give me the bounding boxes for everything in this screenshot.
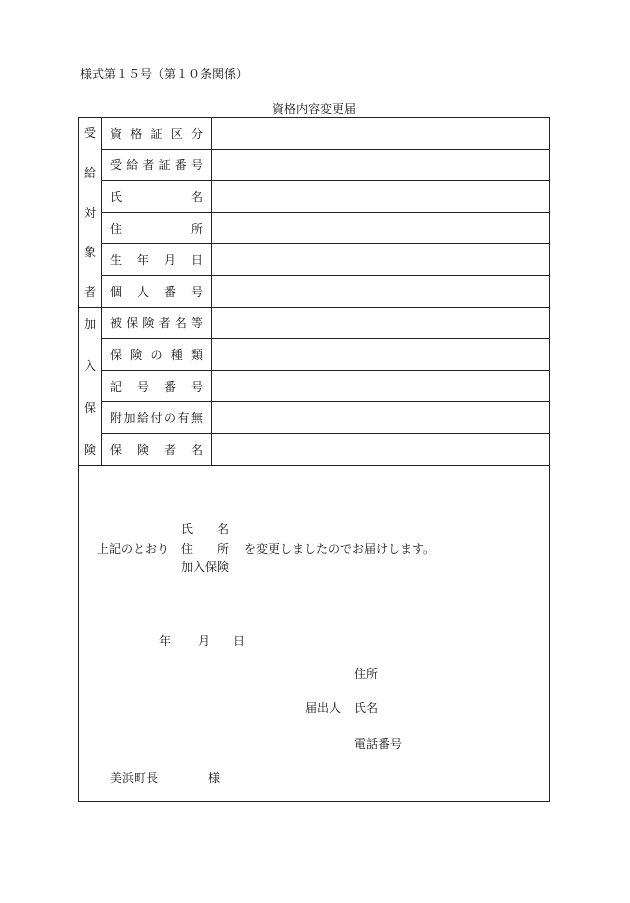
table-row — [79, 370, 550, 402]
row-label: 資格証区分 — [102, 118, 212, 150]
recipient-number-field[interactable] — [212, 149, 550, 181]
declaration-section — [78, 464, 550, 802]
row-label: 附加給付の有無 — [102, 402, 212, 434]
applicant-role-label: 届出人 — [305, 701, 342, 715]
statement-item-insurance: 加入保険 — [181, 560, 230, 574]
group-char: 者 — [83, 285, 96, 299]
insurance-group-label — [79, 307, 102, 465]
statement-prefix: 上記のとおり — [97, 542, 170, 556]
addressee-title: 美浜町長 — [110, 771, 159, 785]
symbol-number-field[interactable] — [212, 370, 550, 402]
row-label: 記号番号 — [102, 370, 212, 402]
group-char: 加 — [83, 316, 96, 331]
table-row — [79, 275, 550, 307]
insurance-type-field[interactable] — [212, 339, 550, 371]
name-field[interactable] — [212, 181, 550, 213]
table-row — [79, 244, 550, 276]
personal-number-field[interactable] — [212, 275, 550, 307]
table-row — [79, 118, 550, 150]
table-row — [79, 212, 550, 244]
row-label: 生年月日 — [102, 244, 212, 276]
group-char: 象 — [83, 245, 96, 260]
date-day: 日 — [233, 634, 246, 648]
info-table — [78, 117, 550, 466]
recipient-group-label — [79, 118, 102, 308]
row-label: 受給者証番号 — [102, 149, 212, 181]
applicant-phone-label: 電話番号 — [354, 737, 403, 751]
certificate-type-field[interactable] — [212, 118, 550, 150]
form-reference: 様式第１５号（第１０条関係） — [80, 67, 249, 81]
row-label: 保険者名 — [102, 433, 212, 465]
date-year: 年 — [159, 634, 172, 648]
date-month: 月 — [198, 634, 211, 648]
table-row — [79, 433, 550, 465]
row-label: 個人番号 — [102, 275, 212, 307]
row-label: 被保険者名等 — [102, 307, 212, 339]
applicant-name-label: 氏名 — [354, 701, 379, 715]
table-row — [79, 149, 550, 181]
addressee-honorific: 様 — [208, 771, 221, 785]
table-row — [79, 307, 550, 339]
group-char: 保 — [83, 400, 96, 415]
statement-suffix: を変更しましたのでお届けします。 — [244, 542, 436, 556]
statement-item-address: 住 所 — [181, 542, 230, 556]
birthdate-field[interactable] — [212, 244, 550, 276]
insured-name-field[interactable] — [212, 307, 550, 339]
applicant-address-label: 住所 — [354, 667, 379, 681]
table-row — [79, 402, 550, 434]
document-title: 資格内容変更届 — [271, 102, 356, 116]
table-row — [79, 181, 550, 213]
group-char: 険 — [83, 442, 96, 457]
row-label: 氏名 — [102, 181, 212, 213]
group-char: 入 — [83, 358, 96, 373]
statement-item-name: 氏 名 — [181, 522, 230, 536]
address-field[interactable] — [212, 212, 550, 244]
group-char: 対 — [83, 205, 96, 220]
table-row — [79, 339, 550, 371]
additional-benefit-field[interactable] — [212, 402, 550, 434]
row-label: 住所 — [102, 212, 212, 244]
group-char: 受 — [83, 126, 96, 140]
group-char: 給 — [83, 165, 96, 180]
insurer-name-field[interactable] — [212, 433, 550, 465]
row-label: 保険の種類 — [102, 339, 212, 371]
